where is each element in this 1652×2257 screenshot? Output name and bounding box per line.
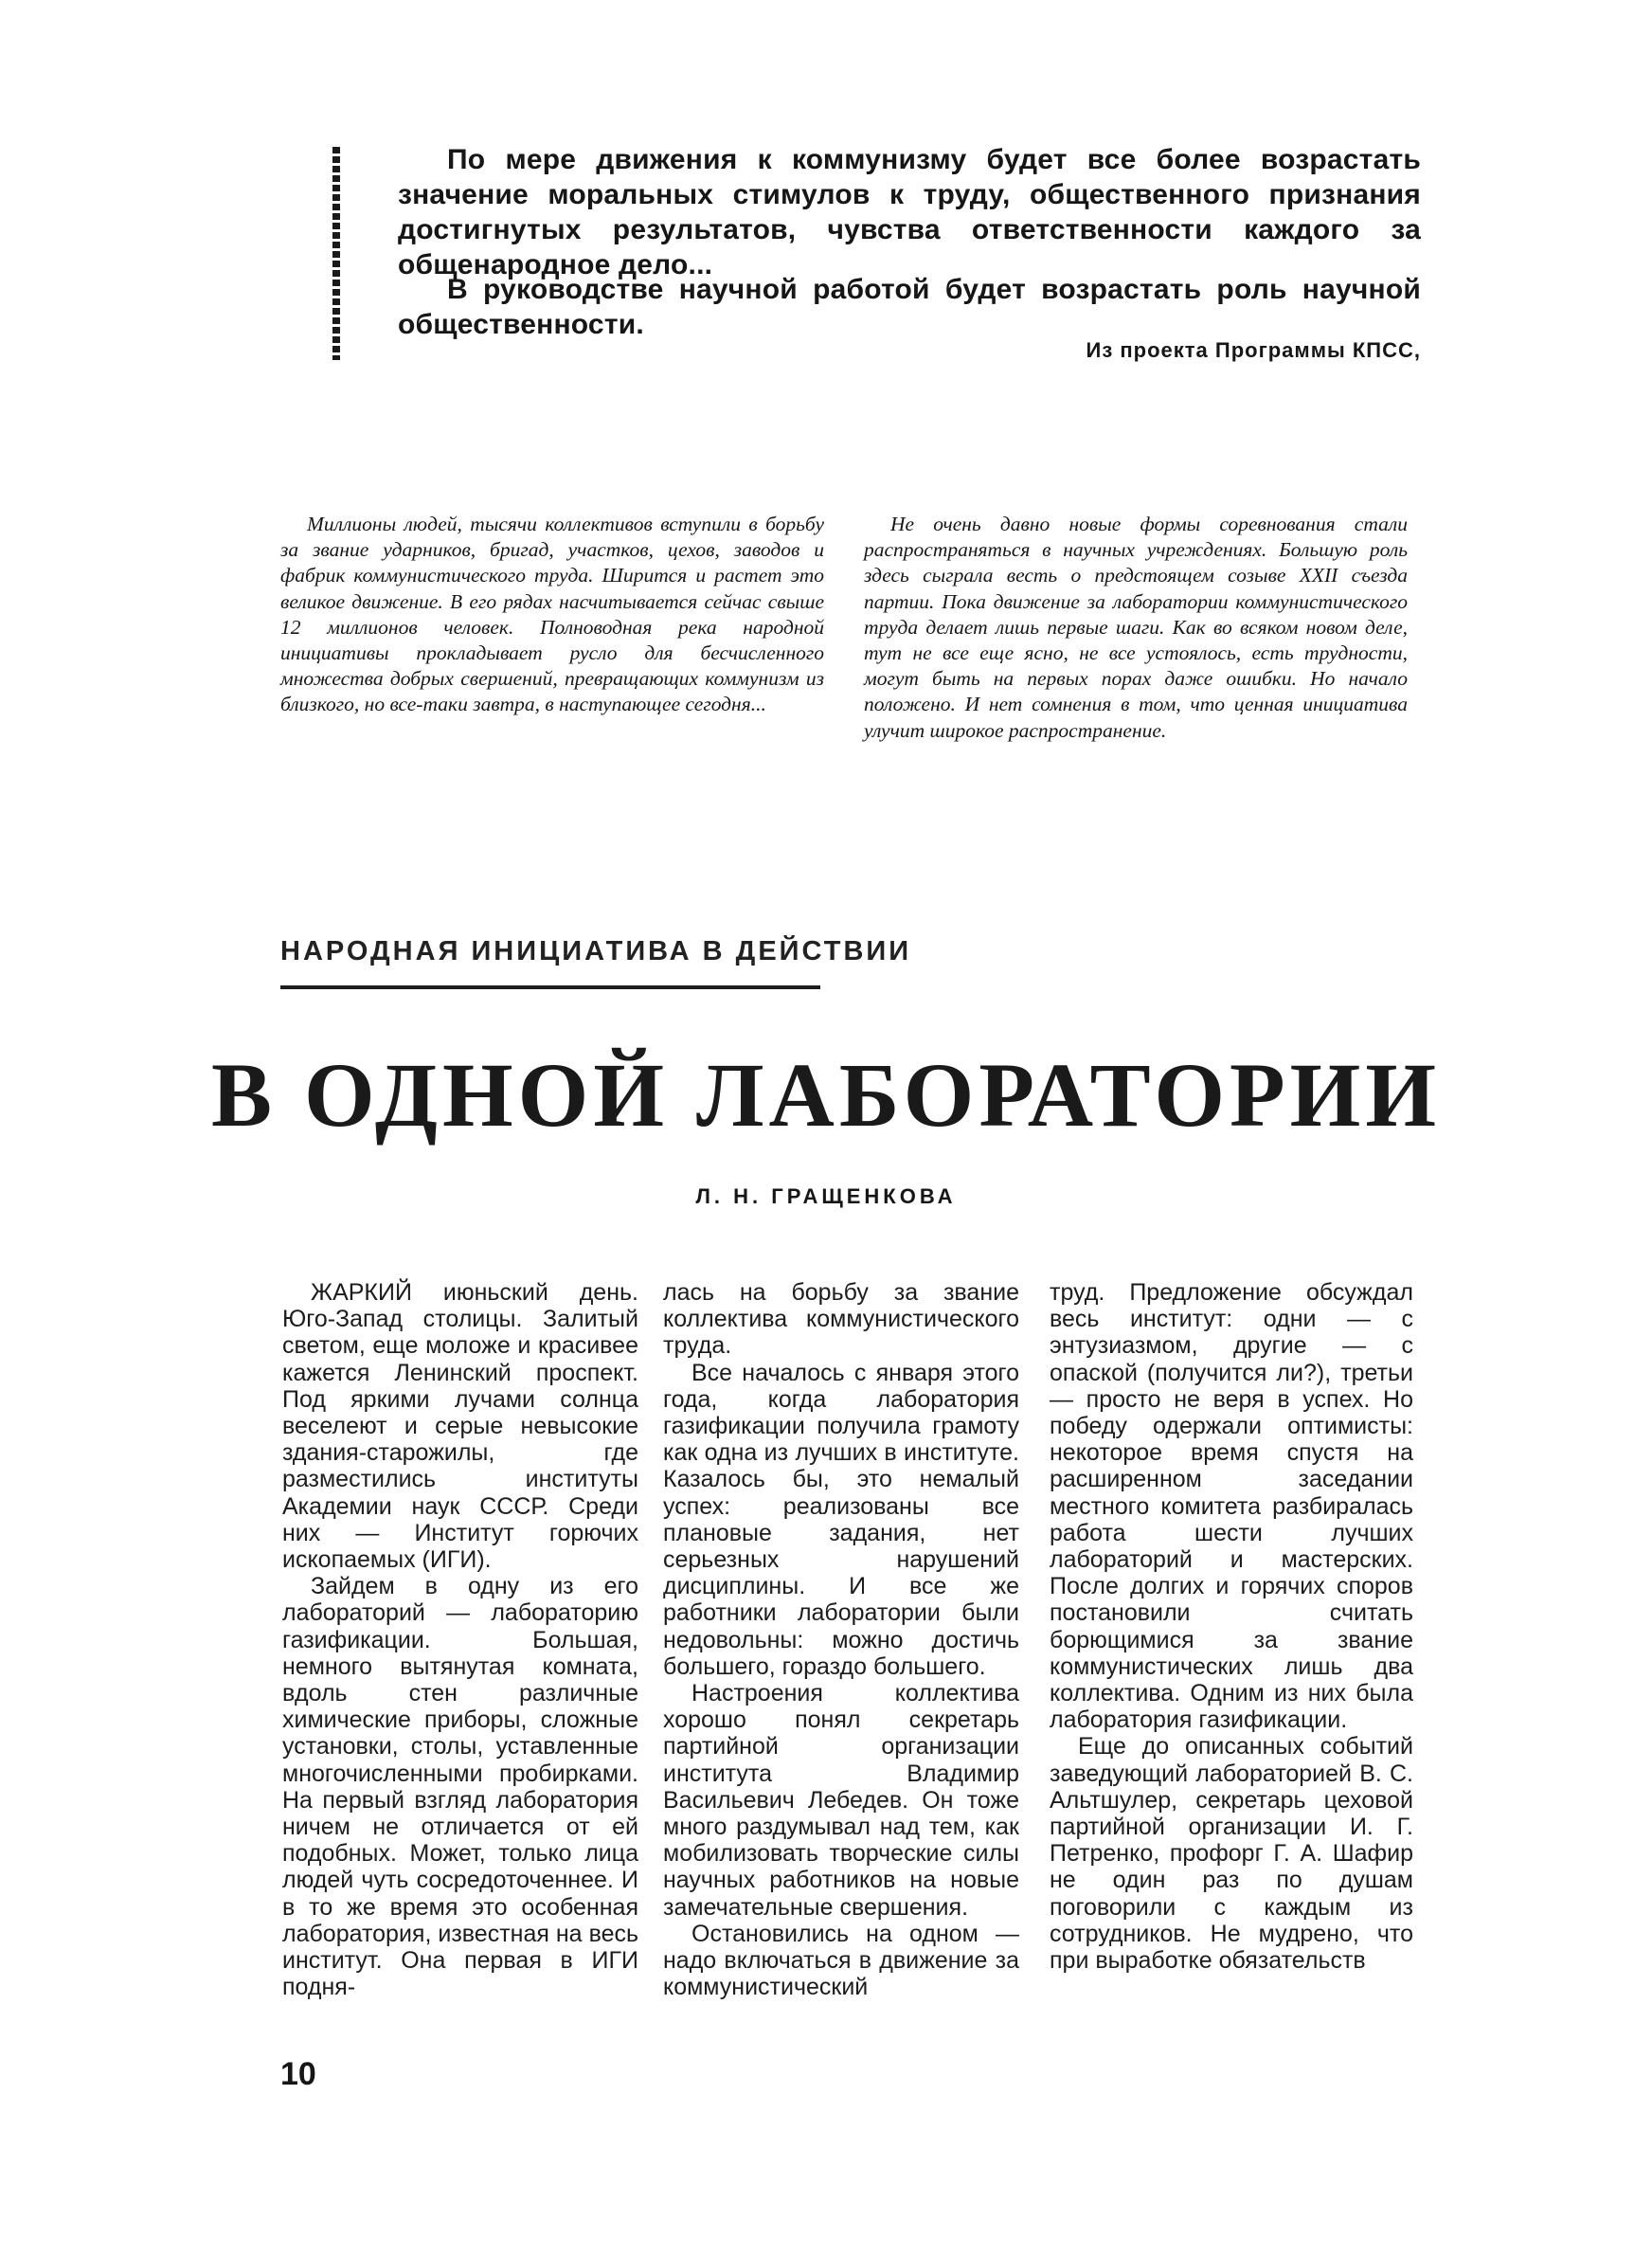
article-title: В ОДНОЙ ЛАБОРАТОРИИ (211, 1044, 1441, 1146)
article-paragraph: ЖАРКИЙ июньский день. Юго-Запад столицы. Залитый светом, еще моложе и красивее кажется Ленинский проспект. Под яркими лучами солнца веселеют и серые невысокие здания-старожилы, где разместились институты Академии наук СССР. Среди них — Институт горючих ископаемых (ИГИ). (282, 1279, 638, 1574)
epigraph-side-rule (332, 147, 340, 360)
article-column-3 (1050, 1279, 1413, 1974)
epigraph-paragraph-2: В руководстве научной работой будет возрастать роль научной общественности. (398, 274, 1421, 340)
section-rubric: НАРОДНАЯ ИНИЦИАТИВА В ДЕЙСТВИИ (280, 936, 912, 966)
article-column-1 (282, 1279, 638, 2000)
article-column-2 (663, 1279, 1019, 2000)
article-paragraph: Еще до описанных событий заведующий лабораторией В. С. Альтшулер, секретарь цеховой партийной организации И. Г. Петренко, профорг Г. А. Шафир не один раз по душам поговорили с каждым из сотрудников. Не мудрено, что при выработке обязательств (1050, 1733, 1413, 1975)
article-paragraph: лась на борьбу за звание коллектива коммунистического труда. (663, 1279, 1019, 1360)
rubric-underline (280, 985, 820, 989)
page-number: 10 (280, 2056, 316, 2092)
epigraph-paragraph-1: По мере движения к коммунизму будет все более возрастать значение моральных стимулов к труду, общественного признания достигнутых результатов, чувства ответственности каждого за общенародное дело... (398, 144, 1421, 280)
intro-left-column: Миллионы людей, тысячи коллективов вступили в борьбу за звание ударников, бригад, участков, цехов, заводов и фабрик коммунистического труда. Ширится и растет это великое движение. В его рядах насчитывается сейчас свыше 12 миллионов человек. Полноводная река народной инициативы прокладывает русло для бесчисленного множества добрых свершений, превращающих коммунизм из близкого, но все-таки завтра, в наступающее сегодня... (280, 513, 824, 716)
article-paragraph: Остановились на одном — надо включаться в движение за коммунистический (663, 1920, 1019, 2001)
article-paragraph: труд. Предложение обсуждал весь институт: одни — с энтузиазмом, другие — с опаской (получится ли?), третьи — просто не веря в успех. Но победу одержали оптимисты: некоторое время спустя на расширенном заседании местного комитета разбиралась работа шести лучших лабораторий и мастерских. После долгих и горячих споров постановили считать борющимися за звание коммунистических лишь два коллектива. Одним из них была лаборатория газификации. (1050, 1279, 1413, 1734)
article-paragraph: Все началось с января этого года, когда лаборатория газификации получила грамоту как одна из лучших в институте. Казалось бы, это немалый успех: реализованы все плановые задания, нет серьезных нарушений дисциплины. И все же работники лаборатории были недовольны: можно достичь большего, гораздо большего. (663, 1359, 1019, 1680)
intro-right-column: Не очень давно новые формы соревнования стали распространяться в научных учреждениях. Большую роль здесь сыграла весть о предстоящем созыве XXII съезда партии. Пока движение за лаборатории коммунистического труда делает лишь первые шаги. Как во всяком новом деле, тут не все еще ясно, не все устоялось, есть трудности, могут быть на первых порах даже ошибки. Но начало положено. И нет сомнения в том, что ценная инициатива улучит широкое распространение. (864, 513, 1408, 742)
article-author: Л. Н. ГРАЩЕНКОВА (695, 1184, 957, 1208)
article-paragraph: Настроения коллектива хорошо понял секретарь партийной организации института Владимир Васильевич Лебедев. Он тоже много раздумывал над тем, как мобилизовать творческие силы научных работников на новые замечательные свершения. (663, 1680, 1019, 1921)
article-paragraph: Зайдем в одну из его лабораторий — лабораторию газификации. Большая, немного вытянутая комната, вдоль стен различные химические приборы, сложные установки, столы, уставленные многочисленными пробирками. На первый взгляд лаборатория ничем не отличается от ей подобных. Может, только лица людей чуть сосредоточеннее. И в то же время это особенная лаборатория, известная на весь институт. Она первая в ИГИ подня- (282, 1573, 638, 2001)
epigraph-source: Из проекта Программы КПСС, (1086, 338, 1421, 362)
